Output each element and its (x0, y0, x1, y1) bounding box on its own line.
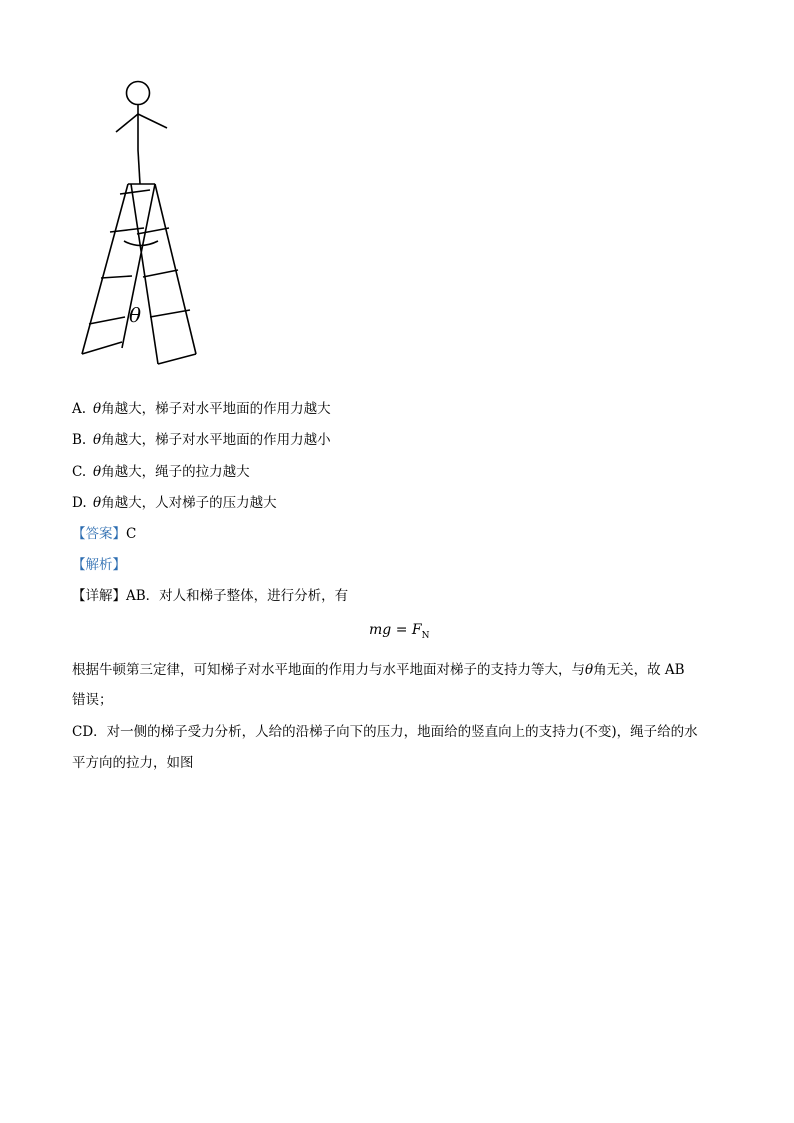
option-text: 角越大，梯子对水平地面的作用力越小 (101, 432, 331, 448)
answer-tag: 答案 (85, 526, 113, 542)
angle-arc (124, 241, 158, 246)
answer-line (72, 524, 136, 544)
option-label: A. (72, 401, 87, 417)
analysis-tag: 解析 (85, 557, 113, 573)
theta-symbol: θ (93, 464, 102, 480)
left-ladder-outer (82, 184, 128, 354)
option-c (72, 462, 250, 482)
theta-symbol: θ (93, 432, 102, 448)
detail-line-5: 平方向的拉力，如图 (72, 755, 194, 771)
option-label: D. (72, 495, 87, 511)
formula-sub: N (421, 630, 430, 641)
person-left-arm (116, 114, 138, 132)
option-text: 角越大，梯子对水平地面的作用力越大 (101, 401, 331, 417)
answer-bracket-close: 】 (112, 526, 126, 542)
detail-intro-text: AB．对人和梯子整体，进行分析，有 (126, 588, 349, 604)
detail-line-4: CD．对一侧的梯子受力分析，人给的沿梯子向下的压力，地面给的竖直向上的支持力(不变)，绳子给的水 (72, 724, 698, 740)
ladder-figure (70, 72, 220, 372)
angle-label: θ (129, 303, 142, 327)
theta-symbol: θ (585, 662, 594, 678)
detail-line-3: 错误； (72, 692, 113, 708)
detail-intro: 【详解】AB．对人和梯子整体，进行分析，有 (72, 588, 349, 604)
option-b (72, 430, 331, 450)
person-right-arm (138, 114, 167, 128)
option-label: C. (72, 464, 87, 480)
formula-rhs: F (411, 622, 422, 638)
formula (369, 622, 429, 641)
detail-tag: 详解 (85, 588, 113, 604)
option-a (72, 399, 331, 419)
option-d (72, 493, 277, 513)
formula-eq: = (391, 622, 412, 638)
theta-symbol: θ (93, 495, 102, 511)
person-head (127, 82, 150, 105)
option-text: 角越大，人对梯子的压力越大 (101, 495, 277, 511)
right-ladder-outer (155, 184, 196, 354)
analysis-line: 【解析】 (72, 557, 126, 573)
answer-value: C (126, 526, 137, 542)
formula-lhs: mg (369, 622, 392, 638)
option-label: B. (72, 432, 87, 448)
detail-line-2: 根据牛顿第三定律，可知梯子对水平地面的作用力与水平地面对梯子的支持力等大，与θ角无关，故 AB (72, 662, 685, 678)
option-text: 角越大，绳子的拉力越大 (101, 464, 250, 480)
theta-symbol: θ (93, 401, 102, 417)
answer-bracket-open: 【 (72, 526, 86, 542)
